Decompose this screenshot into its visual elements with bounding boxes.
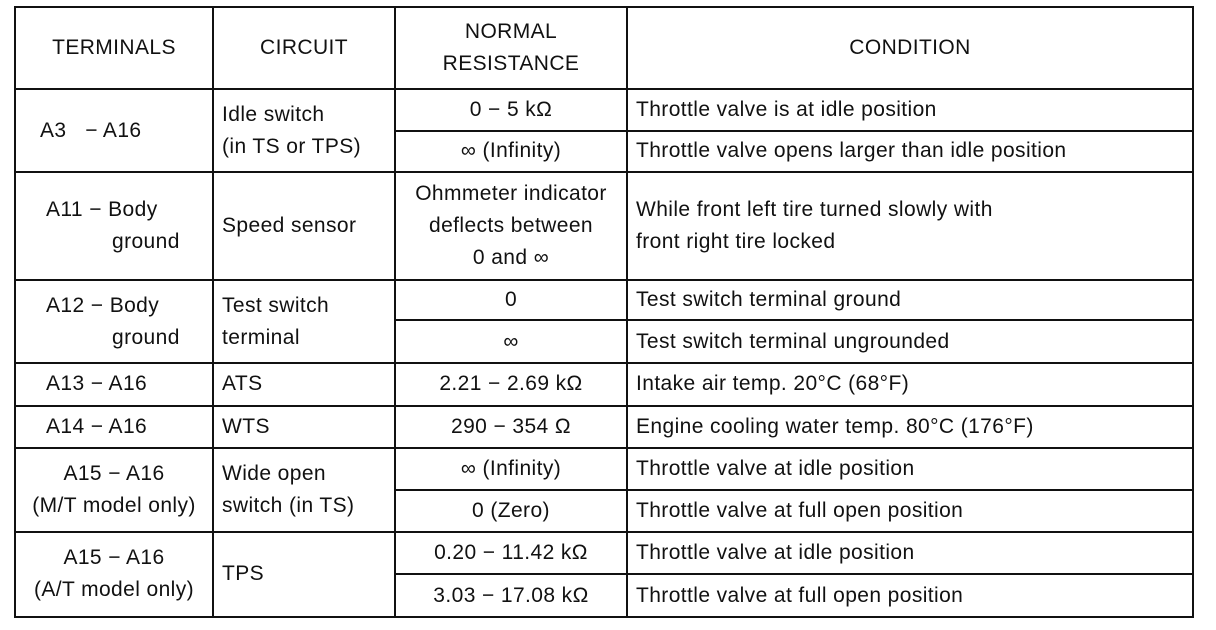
table-row <box>15 448 1193 490</box>
table-row <box>15 89 1193 131</box>
condition-cell: Throttle valve at full open position <box>627 490 1193 532</box>
terminals-cell <box>15 363 213 406</box>
resistance-cell: ∞ (Infinity) <box>395 131 627 173</box>
header-condition: CONDITION <box>627 7 1193 89</box>
resistance-cell: 0 (Zero) <box>395 490 627 532</box>
condition-cell: Throttle valve at idle position <box>627 532 1193 575</box>
resistance-cell: ∞ (Infinity) <box>395 448 627 490</box>
circuit-cell: Speed sensor <box>213 172 395 280</box>
terminal-resistance-table <box>14 6 1194 618</box>
condition-cell: Test switch terminal ungrounded <box>627 320 1193 363</box>
condition-cell: Intake air temp. 20°C (68°F) <box>627 363 1193 406</box>
terminals-line2: (A/T model only) <box>33 578 195 602</box>
header-resistance-line2: RESISTANCE <box>442 52 580 75</box>
terminals-cell <box>15 172 213 280</box>
condition-cell: Throttle valve opens larger than idle position <box>627 131 1193 173</box>
condition-cell: Throttle valve is at idle position <box>627 89 1193 131</box>
header-circuit: CIRCUIT <box>213 7 395 89</box>
resistance-cell: 2.21 − 2.69 kΩ <box>395 363 627 406</box>
header-resistance-line1: NORMAL <box>464 20 558 43</box>
table-row <box>15 280 1193 321</box>
circuit-line2: switch (in TS) <box>222 494 355 518</box>
circuit-cell <box>213 280 395 363</box>
header-terminals: TERMINALS <box>15 7 213 89</box>
circuit-line2: terminal <box>222 325 300 349</box>
terminals-line2: ground <box>112 230 180 254</box>
terminals-line1: A12 − Body <box>46 293 160 317</box>
terminals-line2: (M/T model only) <box>32 494 196 518</box>
condition-cell <box>627 172 1193 280</box>
resistance-cell: 3.03 − 17.08 kΩ <box>395 574 627 617</box>
condition-line1: While front left tire turned slowly with <box>636 198 993 222</box>
resistance-line3: 0 and ∞ <box>472 246 550 270</box>
header-row <box>15 7 1193 89</box>
table-row <box>15 406 1193 449</box>
terminals-line1: A15 − A16 <box>63 462 165 486</box>
circuit-line1: Idle switch <box>222 102 325 126</box>
table-row <box>15 363 1193 406</box>
circuit-line2: (in TS or TPS) <box>222 134 362 158</box>
circuit-cell <box>213 448 395 531</box>
resistance-cell: 0.20 − 11.42 kΩ <box>395 532 627 575</box>
terminals-cell <box>15 406 213 449</box>
terminals-line1: A15 − A16 <box>63 546 165 570</box>
circuit-line1: Test switch <box>222 293 330 317</box>
resistance-line1: Ohmmeter indicator <box>415 182 607 206</box>
resistance-cell: 0 − 5 kΩ <box>395 89 627 131</box>
circuit-cell <box>213 89 395 172</box>
terminals-text: A14 − A16 <box>46 415 148 439</box>
terminals-cell <box>15 448 213 531</box>
header-normal-resistance <box>395 7 627 89</box>
terminals-cell <box>15 89 213 172</box>
terminal-resistance-sheet <box>14 6 1192 618</box>
terminals-cell <box>15 280 213 363</box>
condition-cell: Engine cooling water temp. 80°C (176°F) <box>627 406 1193 449</box>
resistance-cell <box>395 172 627 280</box>
terminals-cell <box>15 532 213 617</box>
terminals-text: A13 − A16 <box>46 372 148 396</box>
circuit-cell: WTS <box>213 406 395 449</box>
terminals-text: A3 − A16 <box>40 118 142 142</box>
resistance-cell: 0 <box>395 280 627 321</box>
terminals-line1: A11 − Body <box>46 198 158 222</box>
circuit-cell: TPS <box>213 532 395 617</box>
condition-line2: front right tire locked <box>636 230 836 254</box>
circuit-line1: Wide open <box>222 462 326 486</box>
circuit-cell: ATS <box>213 363 395 406</box>
terminals-line2: ground <box>112 325 180 349</box>
table-row <box>15 172 1193 280</box>
condition-cell: Throttle valve at full open position <box>627 574 1193 617</box>
resistance-line2: deflects between <box>428 214 593 238</box>
resistance-cell: ∞ <box>395 320 627 363</box>
table-row <box>15 532 1193 575</box>
condition-cell: Throttle valve at idle position <box>627 448 1193 490</box>
condition-cell: Test switch terminal ground <box>627 280 1193 321</box>
resistance-cell: 290 − 354 Ω <box>395 406 627 449</box>
